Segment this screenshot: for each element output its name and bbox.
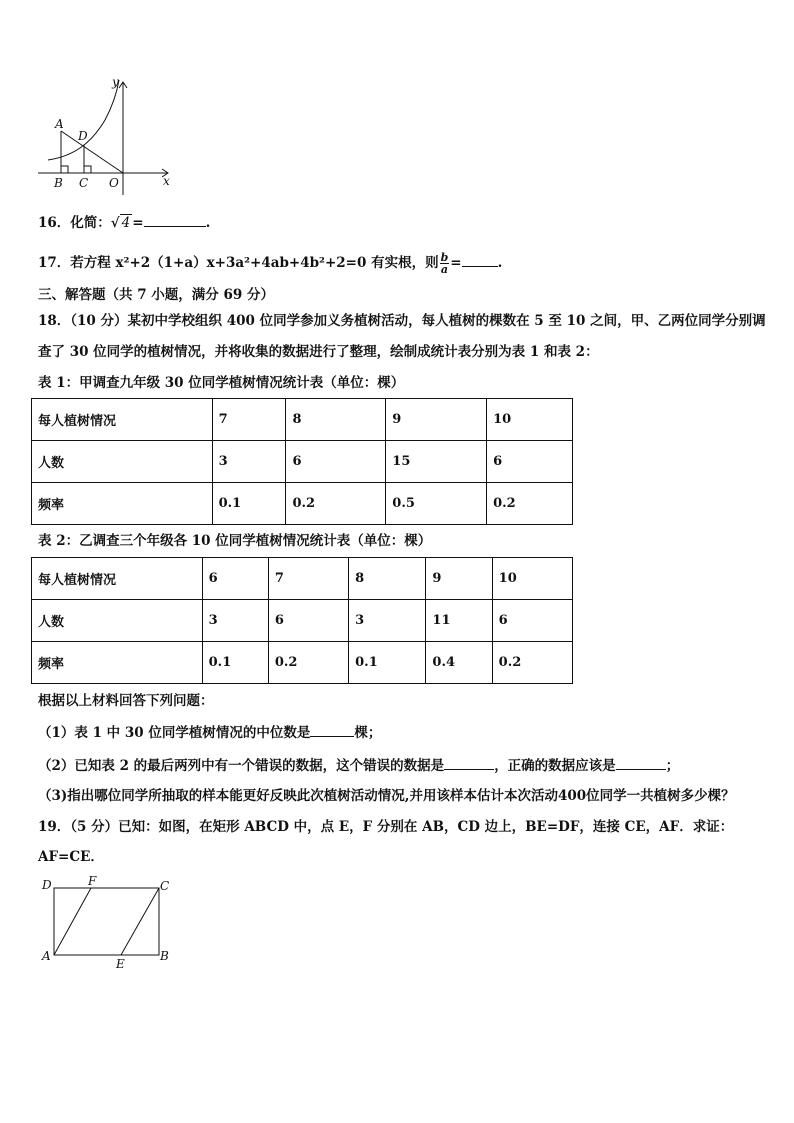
section-3-title: 三、解答题（共 7 小题，满分 69 分）: [38, 287, 274, 303]
table1-cell: 7: [212, 399, 286, 441]
table2-row: [32, 600, 573, 642]
table2-cell: 11: [426, 600, 492, 642]
label-x: x: [163, 174, 170, 188]
q18-sub2-wrong-blank[interactable]: [444, 755, 494, 770]
q18-sub2: [38, 755, 679, 775]
label-C: C: [160, 879, 170, 893]
table2-cell: 8: [349, 558, 426, 600]
question-16: [38, 212, 210, 232]
label-A: A: [42, 949, 51, 963]
label-E: E: [116, 957, 125, 971]
label-C: C: [79, 176, 89, 190]
table1-cell: 0.1: [212, 483, 286, 525]
table2-cell: 0.1: [202, 642, 268, 684]
table2-cell: 频率: [32, 642, 203, 684]
q17-end: .: [497, 255, 503, 271]
table1-row: [32, 399, 573, 441]
q18-sub1-answer-blank[interactable]: [310, 722, 354, 737]
table1-cell: 人数: [32, 441, 213, 483]
right-angle-mark-C: [84, 166, 91, 173]
q18-line2: 查了 30 位同学的植树情况，并将收集的数据进行了整理，绘制成统计表分别为表 1 和表 2：: [38, 344, 599, 360]
label-B: B: [54, 176, 63, 190]
q19-line1: 19．（5 分）已知：如图，在矩形 ABCD 中，点 E，F 分别在 AB，CD 边上，BE=DF，连接 CE，AF．求证：: [38, 819, 734, 835]
q18-sub2-text-b: ，正确的数据应该是: [494, 758, 616, 774]
table2-cell: 0.4: [426, 642, 492, 684]
q18-sub1-unit: 棵；: [354, 725, 382, 741]
table2-cell: 0.2: [268, 642, 348, 684]
q17-answer-blank[interactable]: [462, 252, 498, 267]
table2-cell: 6: [268, 600, 348, 642]
table1-row: [32, 483, 573, 525]
table2-cell: 6: [492, 600, 572, 642]
q16-answer-blank[interactable]: [144, 212, 206, 227]
table2-cell: 0.1: [349, 642, 426, 684]
table1-cell: 9: [386, 399, 487, 441]
q18-sub2-correct-blank[interactable]: [616, 755, 666, 770]
table2-cell: 7: [268, 558, 348, 600]
table1-cell: 0.2: [286, 483, 386, 525]
label-A: A: [55, 117, 64, 131]
table2-cell: 3: [202, 600, 268, 642]
table1-cell: 0.2: [487, 483, 573, 525]
table1-cell: 8: [286, 399, 386, 441]
table1-row: [32, 441, 573, 483]
q16-end: .: [205, 215, 211, 231]
radicand: 4: [121, 215, 131, 231]
table1-caption: 表 1：甲调查九年级 30 位同学植树情况统计表（单位：棵）: [38, 375, 405, 391]
label-D: D: [42, 878, 52, 892]
label-y: y: [112, 75, 119, 89]
label-F: F: [88, 874, 97, 888]
q18-sub3: （3)指出哪位同学所抽取的样本能更好反映此次植树活动情况,并用该样本估计本次活动400位同学一共植树多少棵？: [38, 788, 735, 804]
q16-equals: =: [132, 215, 144, 231]
table2-row: [32, 642, 573, 684]
table2-cell: 10: [492, 558, 572, 600]
table-2: [31, 557, 573, 684]
rectangle-ABCD: [54, 888, 159, 955]
table2-cell: 人数: [32, 600, 203, 642]
q18-sub1-text: （1）表 1 中 30 位同学植树情况的中位数是: [38, 725, 311, 741]
q17-equals: =: [450, 255, 462, 271]
figure-coordinate-graph: [30, 72, 180, 197]
table-1: [31, 398, 573, 525]
q17-text: 17．若方程 x²+2（1+a）x+3a²+4ab+4b²+2=0 有实根，则: [38, 255, 439, 271]
q16-text: 16．化简：: [38, 215, 111, 231]
segment-AF: [54, 888, 91, 955]
table1-cell: 6: [487, 441, 573, 483]
segment-EC: [121, 888, 159, 955]
table2-cell: 0.2: [492, 642, 572, 684]
frac-denominator: a: [440, 263, 448, 276]
frac-numerator: b: [440, 251, 449, 264]
table1-cell: 0.5: [386, 483, 487, 525]
table1-cell: 10: [487, 399, 573, 441]
table1-cell: 15: [386, 441, 487, 483]
question-17: [38, 252, 502, 275]
table2-cell: 6: [202, 558, 268, 600]
table2-caption: 表 2：乙调查三个年级各 10 位同学植树情况统计表（单位：棵）: [38, 533, 432, 549]
table1-cell: 频率: [32, 483, 213, 525]
figure-rectangle: [36, 874, 178, 974]
table2-cell: 每人植树情况: [32, 558, 203, 600]
q18-line1: 18．（10 分）某初中学校组织 400 位同学参加义务植树活动，每人植树的棵数在 5 至 10 之间，甲、乙两位同学分别调: [38, 313, 766, 329]
q18-sub1: [38, 722, 381, 742]
table2-cell: 3: [349, 600, 426, 642]
right-angle-mark-B: [61, 166, 68, 173]
label-O: O: [109, 176, 119, 190]
table2-cell: 9: [426, 558, 492, 600]
fraction-b-over-a: [440, 252, 450, 275]
q19-line2: AF=CE．: [38, 849, 104, 865]
table2-row: [32, 558, 573, 600]
q18-sub2-end: ；: [665, 758, 680, 774]
label-D: D: [78, 129, 88, 143]
table1-cell: 3: [212, 441, 286, 483]
sqrt-4: √ 4: [110, 215, 131, 231]
table1-cell: 每人植树情况: [32, 399, 213, 441]
label-B: B: [160, 949, 169, 963]
table1-cell: 6: [286, 441, 386, 483]
q18-prompt: 根据以上材料回答下列问题：: [38, 693, 214, 709]
q18-sub2-text: （2）已知表 2 的最后两列中有一个错误的数据，这个错误的数据是: [38, 758, 445, 774]
